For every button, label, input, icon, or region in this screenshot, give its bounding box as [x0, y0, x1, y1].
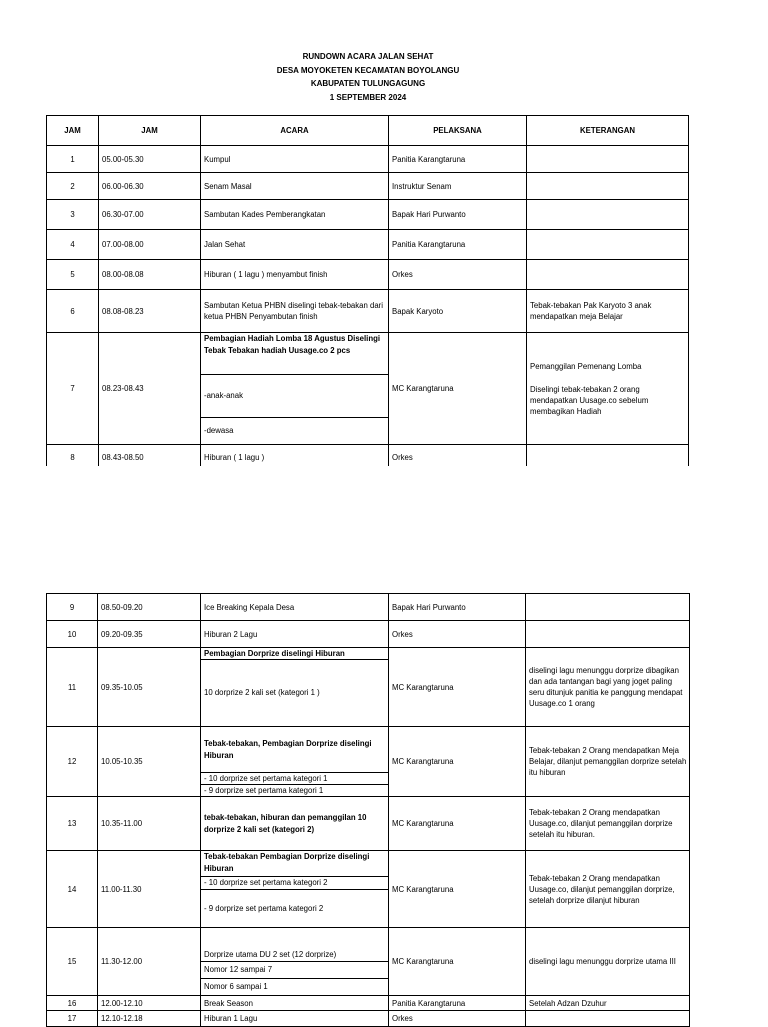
cell-keterangan — [526, 621, 690, 648]
cell-no: 15 — [47, 928, 98, 996]
cell-acara: Break Season — [201, 996, 389, 1011]
cell-no: 16 — [47, 996, 98, 1011]
acara-sub-item: 10 dorprize 2 kali set (kategori 1 ) — [201, 659, 388, 726]
cell-keterangan: diselingi lagu menunggu dorprize utama III — [526, 928, 690, 996]
cell-time: 10.05-10.35 — [98, 727, 201, 797]
acara-sub-item: Nomor 6 sampai 1 — [201, 978, 388, 995]
cell-no: 7 — [47, 333, 99, 445]
table-row — [47, 200, 689, 230]
cell-pelaksana: MC Karangtaruna — [389, 333, 527, 445]
cell-acara: Hiburan 2 Lagu — [201, 621, 389, 648]
cell-time: 06.30-07.00 — [99, 200, 201, 230]
acara-sub-item: - 9 dorprize set pertama kategori 2 — [201, 889, 388, 927]
cell-pelaksana: MC Karangtaruna — [389, 727, 526, 797]
header-title: RUNDOWN ACARA JALAN SEHAT — [302, 52, 434, 61]
cell-keterangan — [527, 333, 689, 445]
cell-keterangan: Tebak-tebakan 2 Orang mendapatkan Uusage.co, dilanjut pemanggilan dorprize, setelah dorprize dilanjut hiburan — [526, 851, 690, 928]
cell-acara — [201, 851, 389, 928]
col-header-no: JAM — [47, 116, 99, 146]
cell-pelaksana: Panitia Karangtaruna — [389, 996, 526, 1011]
table-row — [47, 333, 689, 445]
cell-keterangan — [526, 1011, 690, 1027]
cell-keterangan — [527, 173, 689, 200]
cell-no: 2 — [47, 173, 99, 200]
cell-no: 1 — [47, 146, 99, 173]
cell-time: 11.30-12.00 — [98, 928, 201, 996]
cell-pelaksana: Orkes — [389, 260, 527, 290]
cell-no: 13 — [47, 797, 98, 851]
cell-no: 9 — [47, 594, 98, 621]
acara-sub-item: -dewasa — [201, 417, 388, 444]
header-village: DESA MOYOKETEN KECAMATAN BOYOLANGU — [276, 65, 460, 75]
cell-acara: Sambutan Ketua PHBN diselingi tebak-tebakan dari ketua PHBN Penyambutan finish — [201, 290, 389, 333]
cell-time: 12.10-12.18 — [98, 1011, 201, 1027]
cell-acara: Jalan Sehat — [201, 230, 389, 260]
acara-heading: Tebak-tebakan Pembagian Dorprize diselingi Hiburan — [204, 852, 370, 873]
cell-acara: Senam Masal — [201, 173, 389, 200]
cell-acara — [201, 333, 389, 445]
table-row — [47, 290, 689, 333]
table-row — [47, 1011, 690, 1027]
cell-pelaksana: MC Karangtaruna — [389, 797, 526, 851]
cell-no: 12 — [47, 727, 98, 797]
cell-acara: Ice Breaking Kepala Desa — [201, 594, 389, 621]
cell-acara — [201, 928, 389, 996]
table-row — [47, 173, 689, 200]
cell-no: 11 — [47, 648, 98, 727]
cell-time: 09.35-10.05 — [98, 648, 201, 727]
acara-sub-item: - 10 dorprize set pertama kategori 1 — [201, 772, 388, 784]
table-row — [47, 648, 690, 727]
cell-time: 10.35-11.00 — [98, 797, 201, 851]
cell-keterangan: Tebak-tebakan Pak Karyoto 3 anak mendapatkan meja Belajar — [527, 290, 689, 333]
cell-acara: Sambutan Kades Pemberangkatan — [201, 200, 389, 230]
acara-sub-item: - 9 dorprize set pertama kategori 1 — [201, 784, 388, 796]
table-header-row — [47, 116, 689, 146]
cell-pelaksana: Orkes — [389, 621, 526, 648]
cell-time: 05.00-05.30 — [99, 146, 201, 173]
cell-acara: tebak-tebakan, hiburan dan pemanggilan 10 dorprize 2 kali set (kategori 2) — [201, 797, 389, 851]
cell-acara: Hiburan 1 Lagu — [201, 1011, 389, 1027]
cell-no: 8 — [47, 445, 99, 470]
cell-keterangan — [527, 200, 689, 230]
keterangan-line: Diselingi tebak-tebakan 2 orang mendapatkan Uusage.co sebelum membagikan Hadiah — [530, 384, 649, 416]
acara-sub-item: - 10 dorprize set pertama kategori 2 — [201, 876, 388, 889]
rundown-table-page-2 — [46, 593, 690, 1027]
cell-time: 11.00-11.30 — [98, 851, 201, 928]
col-header-keterangan: KETERANGAN — [527, 116, 689, 146]
acara-heading: Tebak-tebakan, Pembagian Dorprize diselingi Hiburan — [204, 738, 372, 760]
document-header — [0, 50, 736, 104]
cell-pelaksana: MC Karangtaruna — [389, 928, 526, 996]
cell-pelaksana: Orkes — [389, 445, 527, 470]
table-row — [47, 230, 689, 260]
cell-time: 08.00-08.08 — [99, 260, 201, 290]
cell-keterangan: Tebak-tebakan 2 Orang mendapatkan Uusage.co, dilanjut pemanggilan dorprize setelah itu hiburan. — [526, 797, 690, 851]
header-date: 1 SEPTEMBER 2024 — [329, 92, 407, 102]
cell-time: 12.00-12.10 — [98, 996, 201, 1011]
cell-time: 08.50-09.20 — [98, 594, 201, 621]
cell-keterangan — [526, 594, 690, 621]
page-break-gap — [40, 466, 740, 586]
acara-sub-item: Nomor 12 sampai 7 — [201, 961, 388, 978]
cell-no: 4 — [47, 230, 99, 260]
cell-time: 09.20-09.35 — [98, 621, 201, 648]
cell-keterangan — [527, 146, 689, 173]
cell-pelaksana: Panitia Karangtaruna — [389, 230, 527, 260]
cell-acara — [201, 727, 389, 797]
rundown-table-page-1 — [46, 115, 689, 470]
table-row — [47, 727, 690, 797]
col-header-pelaksana: PELAKSANA — [389, 116, 527, 146]
cell-pelaksana: Orkes — [389, 1011, 526, 1027]
keterangan-line: Pemanggilan Pemenang Lomba — [530, 361, 642, 371]
cell-time: 06.00-06.30 — [99, 173, 201, 200]
cell-no: 10 — [47, 621, 98, 648]
col-header-acara: ACARA — [201, 116, 389, 146]
cell-no: 6 — [47, 290, 99, 333]
table-row — [47, 621, 690, 648]
cell-no: 5 — [47, 260, 99, 290]
acara-sub-item: Dorprize utama DU 2 set (12 dorprize) — [204, 950, 337, 959]
cell-pelaksana: Instruktur Senam — [389, 173, 527, 200]
cell-pelaksana: MC Karangtaruna — [389, 648, 526, 727]
cell-pelaksana: Bapak Karyoto — [389, 290, 527, 333]
table-row — [47, 851, 690, 928]
cell-acara: Kumpul — [201, 146, 389, 173]
cell-keterangan — [527, 230, 689, 260]
cell-pelaksana: Bapak Hari Purwanto — [389, 594, 526, 621]
table-row — [47, 594, 690, 621]
cell-acara: Hiburan ( 1 lagu ) menyambut finish — [201, 260, 389, 290]
acara-heading: Pembagian Dorprize diselingi Hiburan — [204, 649, 345, 658]
table-row — [47, 996, 690, 1011]
table-row — [47, 260, 689, 290]
cell-no: 14 — [47, 851, 98, 928]
cell-keterangan: diselingi lagu menunggu dorprize dibagikan dan ada tantangan bagi yang joget paling seru ditunjuk panitia ke panggung mendapat Uusage.co 1 orang — [526, 648, 690, 727]
header-regency: KABUPATEN TULUNGAGUNG — [310, 79, 426, 88]
cell-time: 08.08-08.23 — [99, 290, 201, 333]
cell-no: 3 — [47, 200, 99, 230]
col-header-jam: JAM — [99, 116, 201, 146]
cell-time: 08.23-08.43 — [99, 333, 201, 445]
cell-time: 07.00-08.00 — [99, 230, 201, 260]
cell-pelaksana: Bapak Hari Purwanto — [389, 200, 527, 230]
acara-sub-item: -anak-anak — [201, 374, 388, 417]
cell-keterangan — [527, 260, 689, 290]
cell-pelaksana: MC Karangtaruna — [389, 851, 526, 928]
cell-acara: Hiburan ( 1 lagu ) — [201, 445, 389, 470]
acara-heading: Pembagian Hadiah Lomba 18 Agustus Diselingi Tebak Tebakan hadiah Uusage.co 2 pcs — [204, 334, 381, 355]
table-row — [47, 146, 689, 173]
cell-keterangan: Tebak-tebakan 2 Orang mendapatkan Meja Belajar, dilanjut pemanggilan dorprize setelah itu hiburan — [526, 727, 690, 797]
cell-pelaksana: Panitia Karangtaruna — [389, 146, 527, 173]
cell-time: 08.43-08.50 — [99, 445, 201, 470]
cell-no: 17 — [47, 1011, 98, 1027]
table-row — [47, 928, 690, 996]
cell-keterangan: Setelah Adzan Dzuhur — [526, 996, 690, 1011]
cell-acara — [201, 648, 389, 727]
table-row — [47, 797, 690, 851]
